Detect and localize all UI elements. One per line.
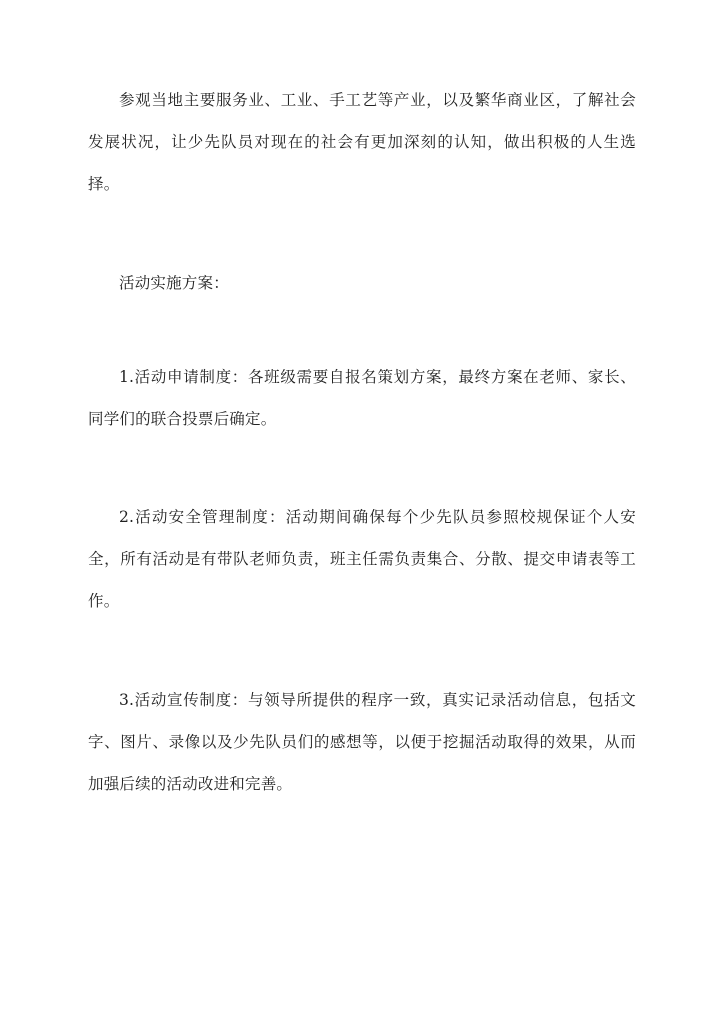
- paragraph-application-system: 1.活动申请制度：各班级需要自报名策划方案，最终方案在老师、家长、同学们的联合投票后确定。: [88, 368, 636, 428]
- paragraph-plan-heading: 活动实施方案：: [119, 274, 229, 292]
- paragraph-publicity-system: 3.活动宣传制度：与领导所提供的程序一致，真实记录活动信息，包括文字、图片、录像以及少先队员们的感想等，以便于挖掘活动取得的效果，从而加强后续的活动改进和完善。: [88, 691, 636, 793]
- paragraph-visit-purpose: 参观当地主要服务业、工业、手工艺等产业，以及繁华商业区，了解社会发展状况，让少先队员对现在的社会有更加深刻的认知，做出积极的人生选择。: [88, 91, 636, 193]
- paragraph-safety-system: 2.活动安全管理制度：活动期间确保每个少先队员参照校规保证个人安全，所有活动是有带队老师负责，班主任需负责集合、分散、提交申请表等工作。: [88, 508, 636, 610]
